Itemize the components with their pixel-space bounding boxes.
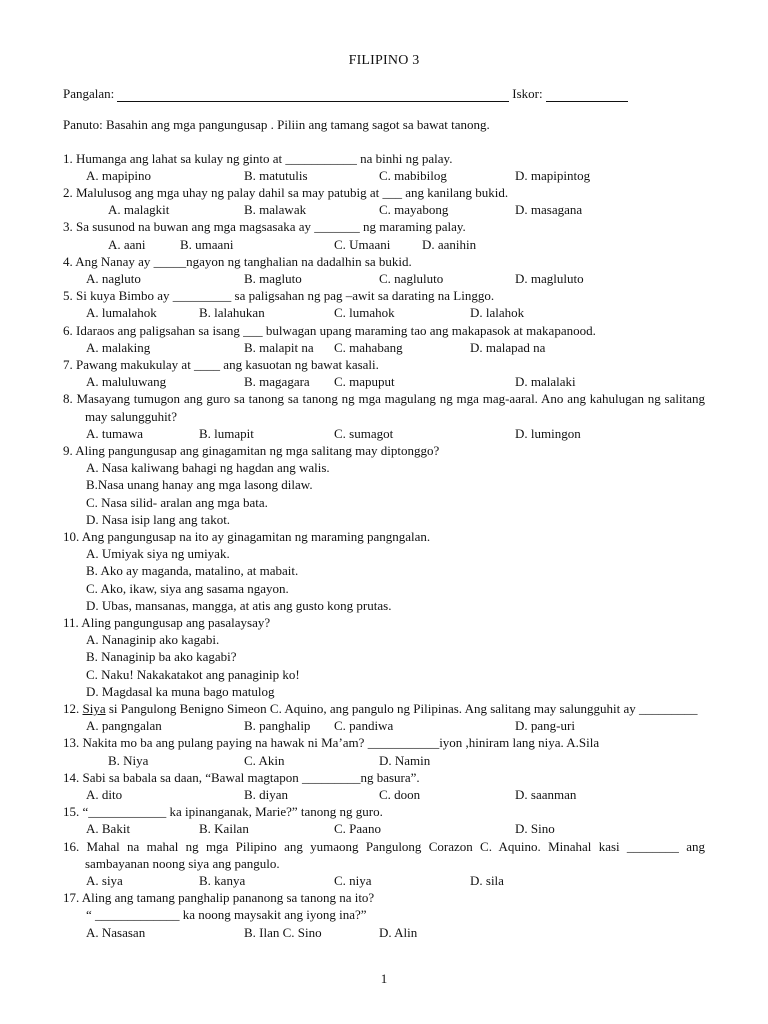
worksheet-title: FILIPINO 3 (348, 53, 420, 68)
pangalan-blank[interactable] (117, 89, 509, 102)
question-text: 11. Aling pangungusap ang pasalaysay? (63, 614, 271, 630)
option-b: B. malawak (244, 202, 307, 218)
options-row (63, 339, 705, 356)
option-b-c: B. Ilan C. Sino (244, 924, 322, 940)
question-4 (63, 253, 705, 287)
question-text: 8. Masayang tumugon ang guro sa tanong sa tanong ng mga magulang ng mga mag-aaral. Ano ang kahulugan ng salitang may salungguhit? (63, 391, 705, 424)
option-d: D. magluluto (515, 270, 584, 286)
option-c: C. Nasa silid- aralan ang mga bata. (86, 494, 268, 510)
question-1 (63, 150, 705, 184)
option-c: C. doon (379, 786, 421, 802)
option-c: C. sumagot (334, 425, 394, 441)
option-d: D. mapipintog (515, 167, 591, 183)
option-a: A. dito (86, 786, 123, 802)
option-c: C. mayabong (379, 202, 449, 218)
option-a: A. maluluwang (86, 374, 167, 390)
option-d: D. Nasa isip lang ang takot. (86, 511, 231, 527)
options-list (63, 545, 705, 614)
question-text: 3. Sa susunod na buwan ang mga magsasaka ay _______ ng maraming palay. (63, 219, 466, 235)
options-list (63, 459, 705, 528)
option-b: B. lumapit (199, 425, 254, 441)
option-c: C. Naku! Nakakatakot ang panaginip ko! (86, 666, 300, 682)
option-c: C. niya (334, 872, 372, 888)
question-15 (63, 803, 705, 837)
option-c: C. nagluluto (379, 270, 444, 286)
question-5 (63, 287, 705, 321)
option-b: B. kanya (199, 872, 246, 888)
question-text: 13. Nakita mo ba ang pulang paying na hawak ni Ma’am? ___________iyon ,hiniram lang niya. A.Sila (63, 735, 600, 751)
option-a: A. tumawa (86, 425, 144, 441)
question-subtext: “ _____________ ka noong maysakit ang iyong ina?” (86, 907, 367, 923)
question-12 (63, 700, 705, 734)
worksheet (63, 52, 705, 941)
option-b: B. magluto (244, 270, 302, 286)
option-d: D. aanihin (422, 236, 477, 252)
question-7 (63, 356, 705, 390)
iskor-label: Iskor: (512, 86, 543, 102)
option-b: B. malapit na (244, 339, 314, 355)
option-b: B. umaani (180, 236, 234, 252)
option-c: C. lumahok (334, 305, 395, 321)
question-text: 10. Ang pangungusap na ito ay ginagamitan ng maraming pangngalan. (63, 528, 431, 544)
iskor-blank[interactable] (546, 89, 628, 102)
option-a: A. Umiyak siya ng umiyak. (86, 546, 230, 562)
option-a: A. siya (86, 872, 123, 888)
option-a: A. malagkit (108, 202, 170, 218)
option-c: C. mahabang (334, 339, 403, 355)
question-text: 15. “____________ ka ipinanganak, Marie?” tanong ng guro. (63, 804, 383, 820)
question-2 (63, 184, 705, 218)
options-row (63, 872, 705, 889)
options-row (63, 236, 705, 253)
question-11 (63, 614, 705, 700)
option-a: A. malaking (86, 339, 151, 355)
question-text: 5. Si kuya Bimbo ay _________ sa paligsahan ng pag –awit sa darating na Linggo. (63, 288, 495, 304)
options-row (63, 924, 705, 941)
option-a: A. mapipino (86, 167, 151, 183)
question-text: 4. Ang Nanay ay _____ngayon ng tanghalian na dadalhin sa bukid. (63, 253, 412, 269)
options-row (63, 373, 705, 390)
option-b: B. Kailan (199, 821, 249, 837)
question-8 (63, 390, 705, 442)
option-d: D. Sino (515, 821, 555, 837)
options-row (63, 752, 705, 769)
option-a: A. Nasa kaliwang bahagi ng hagdan ang walis. (86, 460, 330, 476)
option-d: D. lalahok (470, 305, 525, 321)
question-text: 2. Malulusog ang mga uhay ng palay dahil sa may patubig at ___ ang kanilang bukid. (63, 185, 509, 200)
name-score-row (63, 85, 705, 102)
option-b: B. Nanaginip ba ako kagabi? (86, 649, 237, 665)
underlined-word: Siya (82, 700, 106, 716)
question-9 (63, 442, 705, 528)
question-text: 16. Mahal na mahal ng mga Pilipino ang yumaong Pangulong Corazon C. Aquino. Minahal kasi ________ ang sambayanan noong siya ang pangulo. (63, 838, 705, 871)
option-a: A. aani (108, 236, 146, 252)
option-b: B. Niya (108, 752, 149, 768)
option-d: D. sila (470, 872, 504, 888)
option-d: D. lumingon (515, 425, 581, 441)
page-number: 1 (380, 971, 388, 986)
option-b: B.Nasa unang hanay ang mga lasong dilaw. (86, 477, 313, 493)
option-c: C. mapuput (334, 374, 395, 390)
question-3 (63, 218, 705, 252)
option-b: B. matutulis (244, 167, 308, 183)
option-b: B. panghalip (244, 718, 311, 734)
question-6 (63, 322, 705, 356)
option-c: C. Umaani (334, 236, 391, 252)
question-body: si Pangulong Benigno Simeon C. Aquino, ang pangulo ng Pilipinas. Ang salitang may salungguhit ay _________ (105, 700, 698, 716)
option-c: C. Paano (334, 821, 381, 837)
question-text (63, 700, 705, 717)
option-b: B. magagara (244, 374, 310, 390)
question-number: 12. (63, 700, 83, 716)
option-a: A. lumalahok (86, 305, 157, 321)
options-row (63, 425, 705, 442)
option-c: C. mabibilog (379, 167, 447, 183)
question-10 (63, 528, 705, 614)
option-a: A. Nasasan (86, 924, 146, 940)
option-b: B. Ako ay maganda, matalino, at mabait. (86, 563, 299, 579)
pangalan-label: Pangalan: (63, 86, 115, 102)
option-d: D. masagana (515, 202, 583, 218)
option-d: D. saanman (515, 786, 577, 802)
question-17 (63, 889, 705, 941)
option-c: C. Akin (244, 752, 285, 768)
option-b: B. lalahukan (199, 305, 265, 321)
option-c: C. pandiwa (334, 718, 394, 734)
options-row (63, 270, 705, 287)
option-b: B. diyan (244, 786, 289, 802)
question-16 (63, 838, 705, 890)
options-row (63, 201, 705, 218)
option-a: A. Nanaginip ako kagabi. (86, 632, 220, 648)
option-d: D. malalaki (515, 374, 576, 390)
option-d: D. Namin (379, 752, 431, 768)
options-row (63, 786, 705, 803)
question-14 (63, 769, 705, 803)
option-d: D. Ubas, mansanas, mangga, at atis ang gusto kong prutas. (86, 597, 392, 613)
option-a: A. pangngalan (86, 718, 162, 734)
options-list (63, 631, 705, 700)
options-row (63, 820, 705, 837)
directions: Panuto: Basahin ang mga pangungusap . Piliin ang tamang sagot sa bawat tanong. (63, 117, 490, 133)
options-row (63, 304, 705, 321)
option-d: D. Alin (379, 924, 418, 940)
options-row (63, 167, 705, 184)
question-13 (63, 734, 705, 768)
question-text: 1. Humanga ang lahat sa kulay ng ginto at ___________ na binhi ng palay. (63, 150, 453, 166)
question-text: 9. Aling pangungusap ang ginagamitan ng mga salitang may diptonggo? (63, 442, 440, 458)
option-a: A. nagluto (86, 270, 141, 286)
option-c: C. Ako, ikaw, siya ang sasama ngayon. (86, 580, 289, 596)
question-text: 17. Aling ang tamang panghalip pananong sa tanong na ito? (63, 890, 375, 906)
question-text: 7. Pawang makukulay at ____ ang kasuotan ng bawat kasali. (63, 356, 379, 372)
option-a: A. Bakit (86, 821, 131, 837)
question-text: 14. Sabi sa babala sa daan, “Bawal magtapon _________ng basura”. (63, 769, 420, 785)
option-d: D. pang-uri (515, 718, 575, 734)
option-d: D. malapad na (470, 339, 546, 355)
question-text: 6. Idaraos ang paligsahan sa isang ___ bulwagan upang maraming tao ang makapasok at makapanood. (63, 322, 596, 338)
option-d: D. Magdasal ka muna bago matulog (86, 683, 275, 699)
options-row (63, 717, 705, 734)
